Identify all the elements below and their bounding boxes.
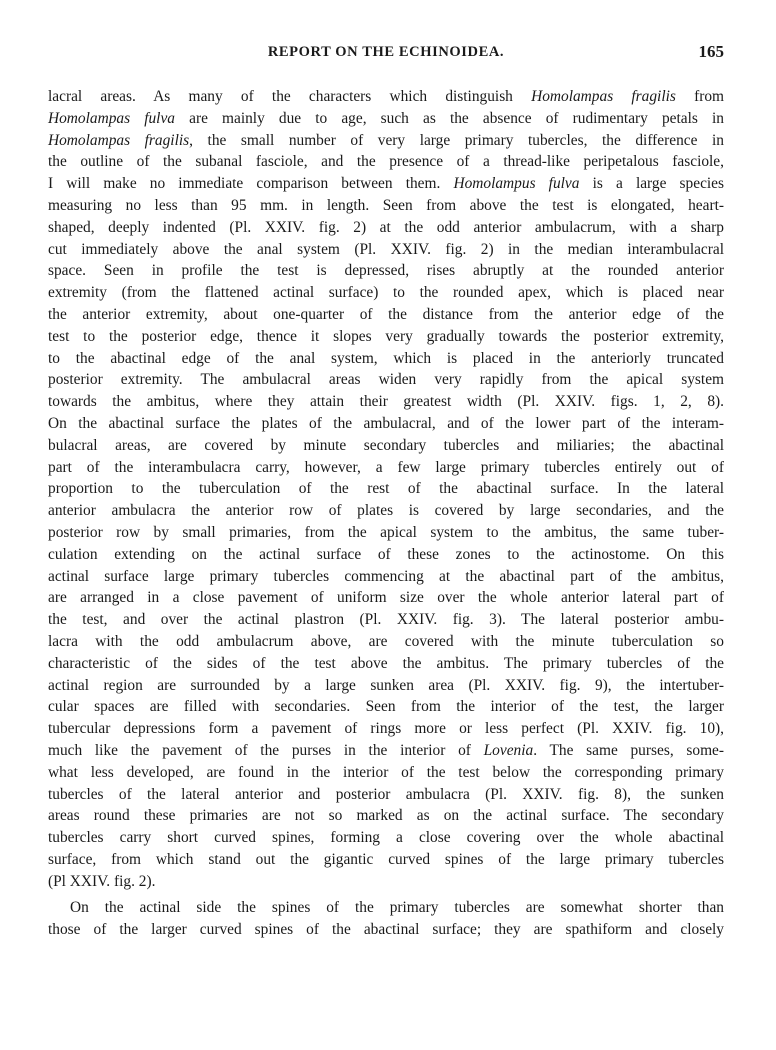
text-line <box>48 151 724 173</box>
text-run: shaped, deeply indented (Pl. XXIV. fig. 2) at the odd anterior ambulacrum, with a sharp <box>48 218 724 236</box>
italic-taxon-name: Homolampas fragilis <box>531 88 676 105</box>
text-run: are mainly due to age, such as the absence of rudimentary petals in <box>174 109 724 127</box>
text-line <box>48 130 724 152</box>
italic-taxon-name: Lovenia <box>483 741 534 759</box>
paragraph <box>48 897 724 941</box>
paragraph <box>48 86 724 892</box>
text-line <box>48 609 724 631</box>
text-run: the anterior extremity, about one-quarter of the distance from the anterior edge of the <box>48 305 724 323</box>
text-line <box>48 413 724 435</box>
text-run: (Pl XXIV. fig. 2). <box>48 872 156 890</box>
text-run: I will make no immediate comparison between them. <box>48 175 454 193</box>
text-run: measuring no less than 95 mm. in length. Seen from above the test is elongated, heart- <box>48 196 724 214</box>
text-line <box>48 260 724 282</box>
text-line <box>48 919 724 941</box>
text-run: anterior ambulacra the anterior row of plates is covered by large secondaries, and the <box>48 502 724 520</box>
text-line <box>48 195 724 217</box>
text-run: areas round these primaries are not so marked as on the actinal surface. The secondary <box>48 807 724 825</box>
text-run: culation extending on the actinal surface of these zones to the actinostome. On this <box>48 545 724 563</box>
text-run: On the actinal side the spines of the primary tubercles are somewhat shorter than <box>70 899 724 917</box>
text-line <box>48 805 724 827</box>
text-run: part of the interambulacra carry, however, a few large primary tubercles entirely out of <box>48 458 724 476</box>
text-run: towards the ambitus, where they attain their greatest width (Pl. XXIV. figs. 1, 2, 8). <box>48 393 724 411</box>
text-line <box>48 217 724 239</box>
text-run: space. Seen in profile the test is depressed, rises abruptly at the rounded anterior <box>48 262 724 280</box>
text-run: tubercles of the lateral anterior and posterior ambulacra (Pl. XXIV. fig. 8), the sunken <box>48 785 724 803</box>
body-text <box>48 86 724 941</box>
text-line <box>48 566 724 588</box>
text-line <box>48 500 724 522</box>
italic-taxon-name: Homolampas fragilis <box>48 131 190 149</box>
text-line <box>48 696 724 718</box>
text-line <box>48 108 724 130</box>
text-run: cut immediately above the anal system (Pl. XXIV. fig. 2) in the median interambulacral <box>48 240 724 258</box>
text-line <box>48 522 724 544</box>
text-run: proportion to the tuberculation of the rest of the abactinal surface. In the lateral <box>48 480 724 498</box>
text-line <box>48 784 724 806</box>
text-run: , the small number of very large primary tubercles, the difference in <box>189 131 724 149</box>
page-number: 165 <box>698 42 724 61</box>
text-run: test to the posterior edge, thence it slopes very gradually towards the posterior extremity, <box>48 327 724 345</box>
text-line <box>48 173 724 195</box>
text-line <box>48 282 724 304</box>
text-line <box>48 369 724 391</box>
text-run: what less developed, are found in the interior of the test below the corresponding primary <box>48 763 724 781</box>
text-line <box>48 653 724 675</box>
text-line <box>48 86 724 108</box>
text-run: much like the pavement of the purses in the interior of <box>48 741 484 759</box>
italic-taxon-name: Homolampus fulva <box>453 175 580 193</box>
text-line <box>48 740 724 762</box>
text-line <box>48 587 724 609</box>
text-line <box>48 871 724 893</box>
text-run: cular spaces are filled with secondaries. Seen from the interior of the test, the larger <box>48 698 724 716</box>
text-run: tubercles carry short curved spines, forming a close covering over the whole abactinal <box>48 829 724 847</box>
text-line <box>48 457 724 479</box>
text-run: extremity (from the flattened actinal surface) to the rounded apex, which is placed near <box>48 284 724 302</box>
text-run: posterior row by small primaries, from the apical system to the ambitus, the same tuber- <box>48 523 724 541</box>
text-run: On the abactinal surface the plates of the ambulacral, and of the lower part of the interam- <box>48 414 724 432</box>
text-run: are arranged in a close pavement of uniform size over the whole anterior lateral part of <box>48 589 724 607</box>
text-line <box>48 304 724 326</box>
text-line <box>48 348 724 370</box>
running-head-title: REPORT ON THE ECHINOIDEA. <box>267 44 505 60</box>
text-run: is a large species <box>579 175 724 193</box>
text-line <box>48 239 724 261</box>
text-line <box>48 435 724 457</box>
text-run: the test, and over the actinal plastron (Pl. XXIV. fig. 3). The lateral posterior ambu- <box>48 611 724 629</box>
text-run: those of the larger curved spines of the abactinal surface; they are spathiform and closely <box>48 921 724 939</box>
text-run: the outline of the subanal fasciole, and the presence of a thread-like peripetalous fasciole, <box>48 153 724 171</box>
text-run: bulacral areas, are covered by minute secondary tubercles and miliaries; the abactinal <box>48 436 724 454</box>
text-line <box>48 631 724 653</box>
text-run: actinal region are surrounded by a large sunken area (Pl. XXIV. fig. 9), the intertuber- <box>48 676 724 694</box>
text-line <box>48 675 724 697</box>
text-run: tubercular depressions form a pavement of rings more or less perfect (Pl. XXIV. fig. 10), <box>48 720 724 738</box>
text-line <box>48 718 724 740</box>
text-run: actinal surface large primary tubercles commencing at the abactinal part of the ambitus, <box>48 567 724 585</box>
italic-taxon-name: Homolampas fulva <box>48 109 175 127</box>
text-line <box>48 326 724 348</box>
text-line <box>48 478 724 500</box>
text-run: lacra with the odd ambulacrum above, are covered with the minute tuberculation so <box>48 632 724 650</box>
text-line <box>48 391 724 413</box>
text-run: characteristic of the sides of the test above the ambitus. The primary tubercles of the <box>48 654 724 672</box>
text-line <box>48 827 724 849</box>
text-line <box>48 897 724 919</box>
text-line <box>48 849 724 871</box>
text-run: to the abactinal edge of the anal system, which is placed in the anteriorly truncated <box>48 349 724 367</box>
text-line <box>48 762 724 784</box>
text-run: posterior extremity. The ambulacral areas widen very rapidly from the apical system <box>48 371 724 389</box>
text-run: surface, from which stand out the gigantic curved spines of the large primary tubercles <box>48 850 724 868</box>
text-line <box>48 544 724 566</box>
running-header <box>48 44 724 64</box>
text-run: . The same purses, some- <box>533 741 724 759</box>
text-run: lacral areas. As many of the characters which distinguish <box>48 88 532 105</box>
text-run: from <box>675 88 724 105</box>
